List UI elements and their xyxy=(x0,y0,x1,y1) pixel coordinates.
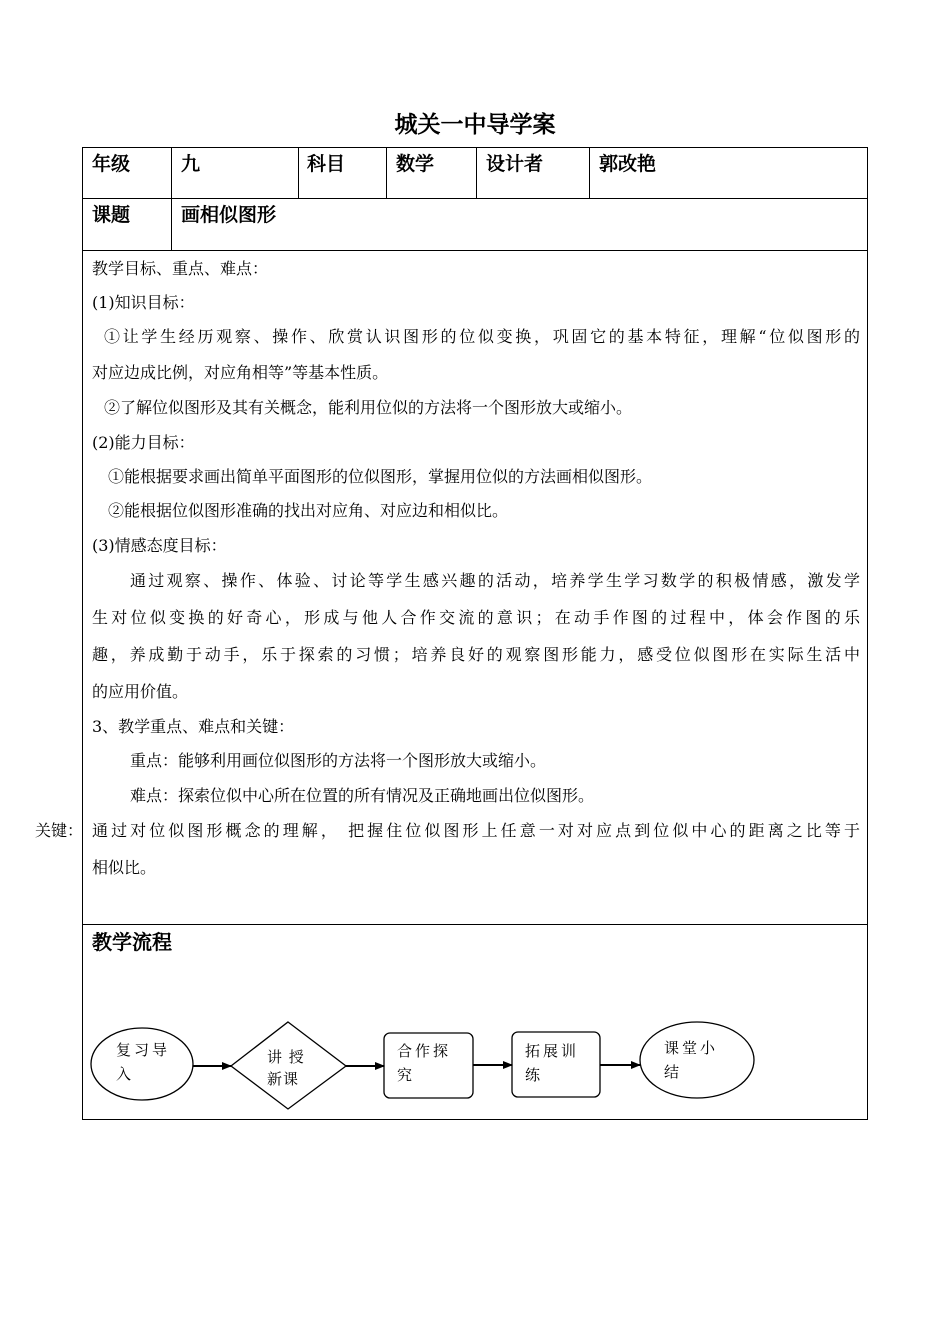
objectives-heading: 教学目标、重点、难点： xyxy=(92,259,269,278)
flow-node-extend-line-1: 拓展训 xyxy=(525,1042,580,1060)
flow-node-review-line-2: 入 xyxy=(116,1065,135,1083)
grade-label: 年级 xyxy=(92,153,131,175)
key-line-2: 相似比。 xyxy=(92,858,157,877)
subject-value: 数学 xyxy=(396,153,435,175)
topic-value: 画相似图形 xyxy=(181,204,277,226)
document-title: 城关一中导学案 xyxy=(394,112,556,138)
flow-node-summary xyxy=(664,1036,718,1084)
key-points-heading: 3、教学重点、难点和关键： xyxy=(92,717,295,736)
flow-node-explore xyxy=(397,1039,451,1087)
flow-node-lecture xyxy=(267,1046,305,1090)
ability-item-2: ②能根据位似图形准确的找出对应角、对应边和相似比。 xyxy=(108,501,509,520)
emotion-line-2: 生对位似变换的好奇心，形成与他人合作交流的意识；在动手作图的过程中，体会作图的乐 xyxy=(92,608,860,627)
flow-node-lecture-line-2: 新课 xyxy=(267,1070,300,1088)
knowledge-item-1-line-1: ①让学生经历观察、操作、欣赏认识图形的位似变换，巩固它的基本特征，理解“位似图形的 xyxy=(104,327,860,346)
focus-text: 重点：能够利用画位似图形的方法将一个图形放大或缩小。 xyxy=(130,751,547,770)
flow-heading: 教学流程 xyxy=(92,930,172,954)
subject-label: 科目 xyxy=(307,153,346,175)
emotion-heading: (3)情感态度目标： xyxy=(92,536,227,555)
grade-value: 九 xyxy=(181,153,201,175)
knowledge-item-1-line-2: 对应边成比例，对应角相等”等基本性质。 xyxy=(92,363,389,382)
designer-value: 郭改艳 xyxy=(599,153,657,175)
flow-node-extend-line-2: 练 xyxy=(525,1066,544,1084)
emotion-line-4: 的应用价值。 xyxy=(92,682,189,701)
flow-node-explore-line-2: 究 xyxy=(397,1066,416,1084)
topic-label: 课题 xyxy=(92,204,131,226)
difficulty-text: 难点：探索位似中心所在位置的所有情况及正确地画出位似图形。 xyxy=(130,786,595,805)
ability-heading: (2)能力目标： xyxy=(92,433,195,452)
flow-node-extend xyxy=(525,1039,579,1087)
emotion-line-3: 趣，养成勤于动手，乐于探索的习惯；培养良好的观察图形能力，感受位似图形在实际生活中 xyxy=(92,645,860,664)
key-line-1: 通过对位似图形概念的理解， 把握住位似图形上任意一对对应点到位似中心的距离之比等于 xyxy=(92,821,860,840)
flow-node-explore-line-1: 合作探 xyxy=(397,1042,452,1060)
flow-node-review-line-1: 复习导 xyxy=(116,1041,171,1059)
key-label: 关键： xyxy=(35,821,84,840)
flow-node-review xyxy=(116,1038,170,1086)
emotion-line-1: 通过观察、操作、体验、讨论等学生感兴趣的活动，培养学生学习数学的积极情感，激发学 xyxy=(130,571,860,590)
flow-node-summary-line-2: 结 xyxy=(664,1063,683,1081)
flow-node-lecture-line-1: 讲 授 xyxy=(267,1048,305,1066)
ability-item-1: ①能根据要求画出简单平面图形的位似图形，掌握用位似的方法画相似图形。 xyxy=(108,467,653,486)
knowledge-heading: (1)知识目标： xyxy=(92,293,195,312)
knowledge-item-2: ②了解位似图形及其有关概念，能利用位似的方法将一个图形放大或缩小。 xyxy=(104,398,633,417)
designer-label: 设计者 xyxy=(486,153,544,175)
flow-node-summary-line-1: 课堂小 xyxy=(664,1039,719,1057)
